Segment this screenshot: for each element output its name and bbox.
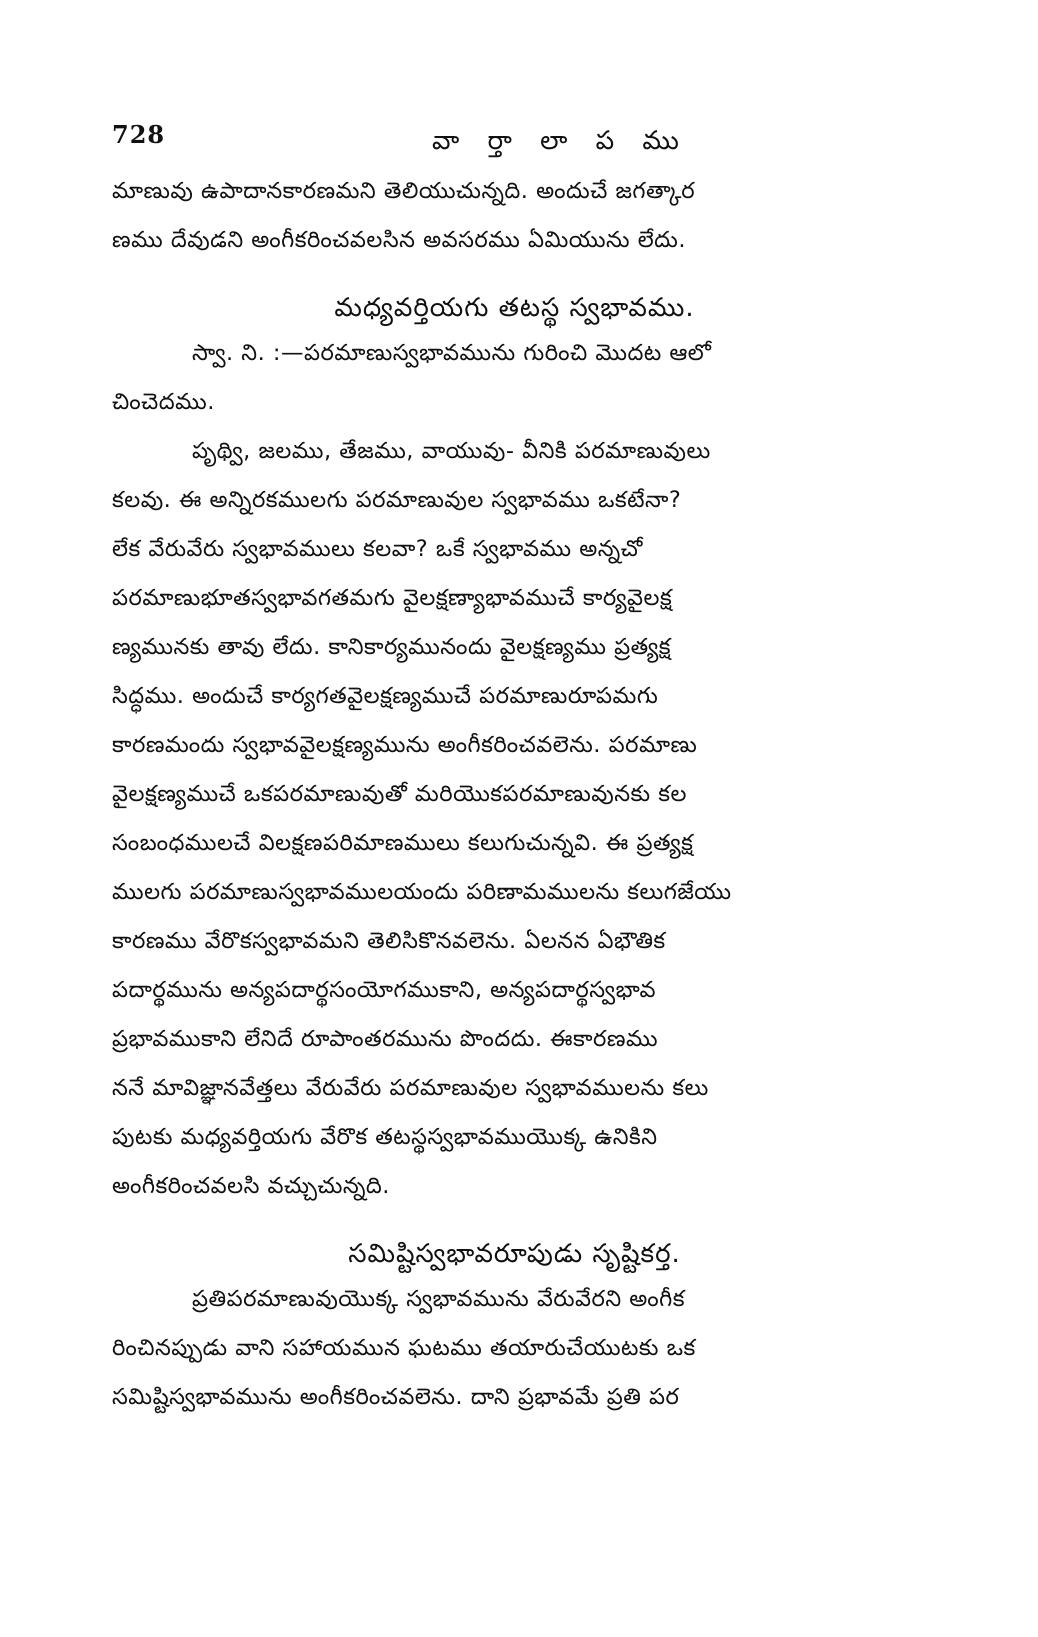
section-heading: సమిష్టిస్వభావరూపుడు సృష్టికర్త. — [348, 1239, 681, 1269]
body-text — [112, 178, 917, 1433]
text-line: ప్రతిపరమాణువుయొక్క స్వభావమును వేరువేరని అంగీక — [192, 1286, 686, 1312]
text-line: కారణమందు స్వభావవైలక్షణ్యమును అంగీకరించవలెను. పరమాణు — [112, 732, 698, 758]
page-number: 728 — [112, 120, 166, 149]
text-line: స్వా. ని. :—పరమాణుస్వభావమును గురించి మొదట ఆలో — [192, 340, 712, 366]
text-line: ననే మావిజ్ఞానవేత్తలు వేరువేరు పరమాణువుల స్వభావములను కలు — [112, 1075, 709, 1101]
section-heading: మధ్యవర్తియగు తటస్థ స్వభావము. — [334, 293, 695, 323]
text-line: కలవు. ఈ అన్నిరకములగు పరమాణువుల స్వభావము ఒకటేనా? — [112, 487, 682, 513]
text-line: సంబంధములచే విలక్షణపరిమాణములు కలుగుచున్నవి. ఈ ప్రత్యక్ష — [112, 830, 694, 856]
running-title: వా ర్తా లా ప ము — [432, 126, 689, 156]
text-line: వైలక్షణ్యముచే ఒకపరమాణువుతో మరియొకపరమాణువునకు కల — [112, 781, 687, 807]
text-line: లేక వేరువేరు స్వభావములు కలవా? ఒకే స్వభావము అన్నచో — [112, 536, 643, 562]
text-line: ణ్యమునకు తావు లేదు. కానికార్యమునందు వైలక్షణ్యము ప్రత్యక్ష — [112, 634, 672, 660]
text-line: అంగీకరించవలసి వచ్చుచున్నది. — [112, 1173, 390, 1199]
text-line: మాణువు ఉపాదానకారణమని తెలియుచున్నది. అందుచే జగత్కార — [112, 178, 696, 204]
text-line: ప్రభావముకాని లేనిదే రూపాంతరమును పొందదు. ఈకారణము — [112, 1026, 659, 1052]
text-line: సమిష్టిస్వభావమును అంగీకరించవలెను. దాని ప్రభావమే ప్రతి పర — [112, 1384, 680, 1410]
text-line: పృథ్వి, జలము, తేజము, వాయువు- వీనికి పరమాణువులు — [192, 438, 711, 464]
text-line: పుటకు మధ్యవర్తియగు వేరొక తటస్థస్వభావముయొక్క ఉనికిని — [112, 1124, 658, 1150]
page-header — [112, 118, 932, 168]
text-line: ములగు పరమాణుస్వభావములయందు పరిణామములను కలుగజేయు — [112, 879, 732, 905]
text-line: ణము దేవుడని అంగీకరించవలసిన అవసరము ఏమియును లేదు. — [112, 227, 686, 253]
text-line: సిద్ధము. అందుచే కార్యగతవైలక్షణ్యముచే పరమాణురూపమగు — [112, 683, 659, 709]
text-line: కారణము వేరొకస్వభావమని తెలిసికొనవలెను. ఏలనన ఏభౌతిక — [112, 928, 666, 954]
text-line: చించెదము. — [112, 389, 215, 415]
text-line: పదార్థమును అన్యపదార్థసంయోగముకాని, అన్యపదార్థస్వభావ — [112, 977, 656, 1003]
text-line: రించినప్పుడు వాని సహాయమున ఘటము తయారుచేయుటకు ఒక — [112, 1335, 696, 1361]
text-line: పరమాణుభూతస్వభావగతమగు వైలక్షణ్యాభావముచే కార్యవైలక్ష — [112, 585, 673, 611]
